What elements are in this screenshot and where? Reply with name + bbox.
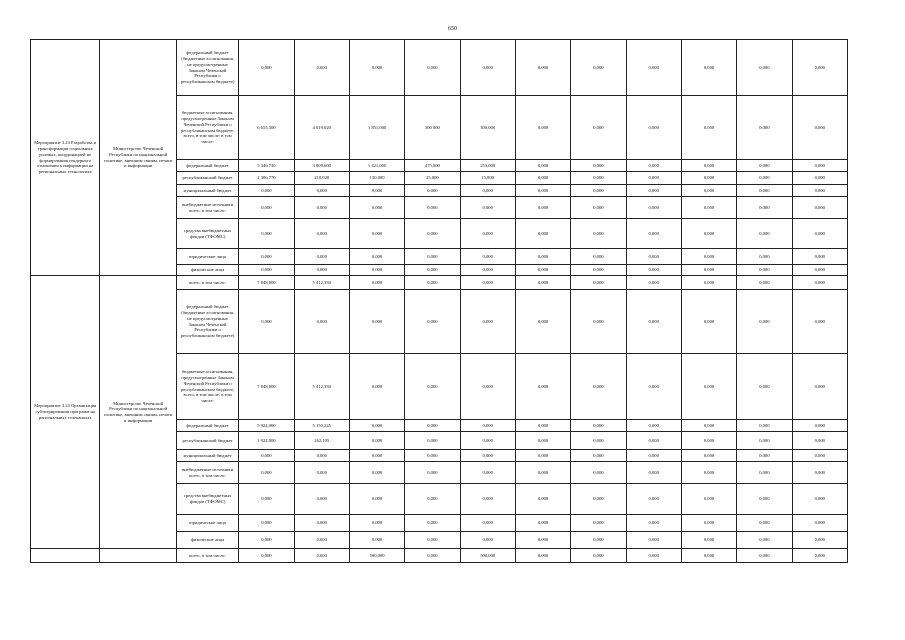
value-cell: 0,000 [515, 219, 570, 249]
value-cell: 0,000 [571, 96, 626, 160]
value-cell: 300 000 [405, 96, 460, 160]
value-cell: 0,000 [681, 462, 736, 484]
responsible-cell [100, 549, 176, 563]
value-cell: 0,000 [294, 484, 349, 515]
value-cell: 0,000 [681, 40, 736, 96]
value-cell: 0,000 [626, 40, 681, 96]
value-cell: 0,000 [626, 484, 681, 515]
value-cell: 0,000 [571, 160, 626, 172]
value-cell: 0,000 [792, 432, 847, 450]
value-cell: 0,000 [737, 462, 792, 484]
value-cell: 0,000 [681, 450, 736, 462]
funding-source-cell: муниципальный бюджет [176, 185, 238, 197]
table-row [31, 40, 848, 96]
value-cell: 0,000 [405, 450, 460, 462]
value-cell: 0,000 [681, 290, 736, 354]
value-cell: 0,000 [737, 420, 792, 432]
value-cell: 1 924,000 [239, 432, 294, 450]
value-cell: 0,000 [405, 354, 460, 420]
funding-source-cell: внебюджетные источники всего, в том числе: [176, 462, 238, 484]
funding-source-cell: республиканский бюджет [176, 172, 238, 185]
value-cell: 0,000 [294, 219, 349, 249]
value-cell: 0,000 [737, 432, 792, 450]
value-cell: 0,000 [737, 549, 792, 563]
value-cell: 0,000 [737, 450, 792, 462]
value-cell: 0,000 [239, 290, 294, 354]
value-cell: 0,000 [571, 462, 626, 484]
funding-source-cell: внебюджетные источники всего, в том числе: [176, 197, 238, 219]
value-cell: 0,000 [349, 432, 404, 450]
value-cell: 0,000 [737, 265, 792, 276]
value-cell: 0,000 [460, 484, 515, 515]
value-cell: 0,000 [571, 40, 626, 96]
value-cell: 0,000 [571, 276, 626, 290]
value-cell: 0,000 [460, 40, 515, 96]
value-cell: 0,000 [405, 432, 460, 450]
value-cell: 0,000 [681, 249, 736, 265]
value-cell: 0,000 [294, 265, 349, 276]
value-cell: 0,000 [294, 450, 349, 462]
value-cell: 0,000 [792, 96, 847, 160]
value-cell: 3 809,600 [294, 160, 349, 172]
value-cell: 0,000 [349, 276, 404, 290]
funding-source-cell: физические лица [176, 532, 238, 549]
value-cell: 25,000 [405, 172, 460, 185]
value-cell: 0,000 [515, 40, 570, 96]
funding-source-cell: бюджетные ассигнования, предусмотренные Законом Чеченской Республики о республиканском бюджете, всего, в том числе: в том числе: [176, 96, 238, 160]
value-cell: 0,000 [460, 276, 515, 290]
value-cell: 0,000 [294, 549, 349, 563]
value-cell: 0,000 [349, 185, 404, 197]
value-cell: 0,000 [515, 172, 570, 185]
value-cell: 0,000 [626, 290, 681, 354]
value-cell: 0,000 [681, 549, 736, 563]
value-cell: 0,000 [792, 484, 847, 515]
funding-source-cell: всего, в том числе: [176, 549, 238, 563]
value-cell: 0,000 [681, 172, 736, 185]
value-cell: 0,000 [681, 276, 736, 290]
value-cell: 0,000 [681, 515, 736, 532]
value-cell: 0,000 [792, 290, 847, 354]
value-cell: 0,000 [294, 290, 349, 354]
value-cell: 2 306,770 [239, 172, 294, 185]
value-cell: 5 412,350 [294, 354, 349, 420]
value-cell: 0,000 [792, 249, 847, 265]
value-cell: 0,000 [626, 160, 681, 172]
value-cell: 0,000 [515, 549, 570, 563]
funding-source-cell: республиканский бюджет [176, 432, 238, 450]
value-cell: 0,000 [405, 276, 460, 290]
value-cell: 0,000 [515, 185, 570, 197]
value-cell: 300,000 [460, 96, 515, 160]
value-cell: 0,000 [405, 515, 460, 532]
value-cell: 0,000 [626, 420, 681, 432]
value-cell: 0,000 [681, 484, 736, 515]
value-cell: 500,000 [460, 549, 515, 563]
value-cell: 0,000 [349, 290, 404, 354]
value-cell: 0,000 [515, 462, 570, 484]
value-cell: 0,000 [294, 249, 349, 265]
value-cell: 0,000 [737, 160, 792, 172]
funding-source-cell: бюджетные ассигнования, предусмотренные Законом Чеченской Республики о республиканском бюджете, всего, в том числе: в том числе: [176, 354, 238, 420]
value-cell: 0,000 [626, 276, 681, 290]
value-cell: 0,000 [515, 276, 570, 290]
value-cell: 0,000 [239, 462, 294, 484]
value-cell: 0,000 [294, 515, 349, 532]
value-cell: 0,000 [792, 219, 847, 249]
value-cell: 210,020 [294, 172, 349, 185]
value-cell: 500,000 [349, 549, 404, 563]
value-cell: 0,000 [515, 354, 570, 420]
table-row [31, 549, 848, 563]
responsible-cell: Министерство Чеченской Республики по национальной политике, внешним связям, печати и информации [100, 40, 176, 276]
value-cell: 0,000 [792, 185, 847, 197]
page-number: 650 [448, 26, 457, 32]
value-cell: 0,000 [737, 290, 792, 354]
value-cell: 0,000 [571, 185, 626, 197]
value-cell: 0,000 [405, 420, 460, 432]
value-cell: 0,000 [349, 450, 404, 462]
value-cell: 0,000 [681, 160, 736, 172]
value-cell: 0,000 [405, 290, 460, 354]
value-cell: 0,000 [460, 265, 515, 276]
value-cell: 0,000 [571, 484, 626, 515]
value-cell: 0,000 [737, 96, 792, 160]
value-cell: 4 019,020 [294, 96, 349, 160]
value-cell: 0,000 [349, 249, 404, 265]
value-cell: 0,000 [460, 185, 515, 197]
value-cell: 0,000 [737, 249, 792, 265]
value-cell: 0,000 [792, 40, 847, 96]
value-cell: 0,000 [626, 354, 681, 420]
value-cell: 7 848,000 [239, 354, 294, 420]
value-cell: 0,000 [626, 265, 681, 276]
funding-source-cell: федеральный бюджет (бюджетные ассигнования, не предусмотренные Законом Чеченской Республики о республиканском бюджете) [176, 40, 238, 96]
value-cell: 0,000 [294, 197, 349, 219]
value-cell: 1 421,000 [349, 160, 404, 172]
funding-source-cell: физические лица [176, 265, 238, 276]
value-cell: 0,000 [737, 354, 792, 420]
funding-source-cell: всего, в том числе: [176, 276, 238, 290]
value-cell: 0,000 [737, 515, 792, 532]
value-cell: 475,000 [405, 160, 460, 172]
value-cell: 0,000 [460, 290, 515, 354]
value-cell: 0,000 [405, 249, 460, 265]
value-cell: 0,000 [737, 40, 792, 96]
value-cell: 0,000 [792, 276, 847, 290]
value-cell: 0,000 [737, 219, 792, 249]
value-cell: 0,000 [792, 549, 847, 563]
value-cell: 5 924,000 [239, 420, 294, 432]
value-cell: 262,105 [294, 432, 349, 450]
value-cell: 0,000 [626, 432, 681, 450]
value-cell: 0,000 [405, 532, 460, 549]
value-cell: 0,000 [681, 354, 736, 420]
value-cell: 0,000 [681, 197, 736, 219]
value-cell: 0,000 [626, 197, 681, 219]
value-cell: 0,000 [681, 432, 736, 450]
value-cell: 0,000 [737, 484, 792, 515]
value-cell: 0,000 [626, 515, 681, 532]
value-cell: 0,000 [515, 532, 570, 549]
value-cell: 0,000 [349, 532, 404, 549]
value-cell: 0,000 [571, 420, 626, 432]
value-cell: 0,000 [349, 462, 404, 484]
value-cell: 0,000 [460, 354, 515, 420]
value-cell: 0,000 [405, 549, 460, 563]
value-cell: 0,000 [515, 290, 570, 354]
value-cell: 0,000 [294, 40, 349, 96]
value-cell: 0,000 [792, 462, 847, 484]
funding-source-cell: средства внебюджетных фондов (ТФОМС) [176, 484, 238, 515]
value-cell: 0,000 [626, 549, 681, 563]
value-cell: 7 848,000 [239, 276, 294, 290]
value-cell: 0,000 [626, 532, 681, 549]
value-cell: 0,000 [460, 197, 515, 219]
value-cell: 0,000 [681, 185, 736, 197]
value-cell: 0,000 [460, 432, 515, 450]
value-cell: 0,000 [515, 450, 570, 462]
funding-source-cell: муниципальный бюджет [176, 450, 238, 462]
value-cell: 0,000 [239, 185, 294, 197]
value-cell: 0,000 [792, 160, 847, 172]
value-cell: 0,000 [626, 462, 681, 484]
responsible-cell: Министерство Чеченской Республики по национальной политике, внешним связям, печати и информации [100, 276, 176, 549]
value-cell: 0,000 [737, 197, 792, 219]
value-cell: 0,000 [405, 265, 460, 276]
value-cell: 0,000 [792, 420, 847, 432]
value-cell: 0,000 [571, 354, 626, 420]
value-cell: 0,000 [349, 219, 404, 249]
value-cell: 0,000 [239, 484, 294, 515]
value-cell: 0,000 [294, 462, 349, 484]
value-cell: 0,000 [239, 265, 294, 276]
value-cell: 0,000 [349, 484, 404, 515]
value-cell: 0,000 [239, 40, 294, 96]
value-cell: 0,000 [571, 265, 626, 276]
value-cell: 0,000 [405, 40, 460, 96]
value-cell: 0,000 [626, 249, 681, 265]
value-cell: 0,000 [571, 450, 626, 462]
value-cell: 5 412,350 [294, 276, 349, 290]
value-cell: 0,000 [405, 219, 460, 249]
value-cell: 0,000 [681, 219, 736, 249]
value-cell: 0,000 [571, 172, 626, 185]
value-cell: 5 150,245 [294, 420, 349, 432]
value-cell: 0,000 [349, 420, 404, 432]
value-cell: 0,000 [737, 532, 792, 549]
value-cell: 0,000 [571, 249, 626, 265]
funding-source-cell: федеральный бюджет [176, 420, 238, 432]
value-cell: 0,000 [294, 532, 349, 549]
value-cell: 0,000 [737, 172, 792, 185]
funding-source-cell: юридические лица [176, 249, 238, 265]
value-cell: 0,000 [515, 249, 570, 265]
value-cell: 0,000 [626, 219, 681, 249]
value-cell: 0,000 [792, 450, 847, 462]
value-cell: 0,000 [515, 160, 570, 172]
value-cell: 253,000 [460, 160, 515, 172]
value-cell: 0,000 [626, 96, 681, 160]
value-cell: 0,000 [792, 197, 847, 219]
value-cell: 0,000 [515, 432, 570, 450]
value-cell: 1 851,000 [349, 96, 404, 160]
value-cell: 15,800 [460, 172, 515, 185]
value-cell: 0,000 [239, 515, 294, 532]
value-cell: 0,000 [239, 549, 294, 563]
value-cell: 130,000 [349, 172, 404, 185]
value-cell: 0,000 [626, 450, 681, 462]
value-cell: 0,000 [405, 185, 460, 197]
budget-table [30, 39, 848, 563]
value-cell: 0,000 [571, 532, 626, 549]
value-cell: 0,000 [792, 354, 847, 420]
value-cell: 0,000 [515, 515, 570, 532]
value-cell: 0,000 [349, 515, 404, 532]
value-cell: 0,000 [571, 197, 626, 219]
value-cell: 0,000 [571, 549, 626, 563]
value-cell: 0,000 [737, 276, 792, 290]
value-cell: 0,000 [349, 197, 404, 219]
value-cell: 0,000 [294, 185, 349, 197]
event-cell [31, 549, 100, 563]
value-cell: 0,000 [460, 515, 515, 532]
value-cell: 0,000 [681, 96, 736, 160]
value-cell: 0,000 [571, 432, 626, 450]
value-cell: 0,000 [571, 219, 626, 249]
value-cell: 0,000 [792, 515, 847, 532]
funding-source-cell: юридические лица [176, 515, 238, 532]
value-cell: 0,000 [681, 265, 736, 276]
funding-source-cell: средства внебюджетных фондов (ТФОМС) [176, 219, 238, 249]
value-cell: 0,000 [792, 532, 847, 549]
value-cell: 0,000 [792, 265, 847, 276]
value-cell: 0,000 [239, 249, 294, 265]
value-cell: 0,000 [460, 450, 515, 462]
value-cell: 0,000 [681, 532, 736, 549]
value-cell: 0,000 [239, 532, 294, 549]
funding-source-cell: федеральный бюджет (бюджетные ассигнования, не предусмотренные Законом Чеченской Республики о республиканском бюджете) [176, 290, 238, 354]
value-cell: 0,000 [405, 462, 460, 484]
value-cell: 0,000 [460, 219, 515, 249]
table-row [31, 276, 848, 290]
value-cell: 0,000 [515, 265, 570, 276]
value-cell: 0,000 [460, 249, 515, 265]
value-cell: 0,000 [515, 197, 570, 219]
value-cell: 0,000 [349, 265, 404, 276]
value-cell: 0,000 [792, 172, 847, 185]
value-cell: 0,000 [626, 185, 681, 197]
value-cell: 0,000 [737, 185, 792, 197]
funding-source-cell: федеральный бюджет [176, 160, 238, 172]
value-cell: 0,000 [405, 484, 460, 515]
event-cell: Мероприятие 3.23 Разработка и трансформация социальных ролевых, координацией не формирования гендерного отношения к информации на региональных технологиях [31, 40, 100, 276]
value-cell: 0,000 [681, 420, 736, 432]
value-cell: 0,000 [405, 197, 460, 219]
value-cell: 0,000 [460, 532, 515, 549]
value-cell: 0,000 [349, 354, 404, 420]
value-cell: 0,000 [239, 450, 294, 462]
value-cell: 0,000 [515, 484, 570, 515]
value-cell: 0,000 [460, 420, 515, 432]
event-cell: Мероприятие 3.24 Организация субтитрирования программ на региональных телеканалах [31, 276, 100, 549]
value-cell: 0,000 [571, 290, 626, 354]
value-cell: 0,000 [515, 420, 570, 432]
value-cell: 0,000 [626, 172, 681, 185]
value-cell: 0,000 [460, 462, 515, 484]
value-cell: 5 346,730 [239, 160, 294, 172]
value-cell: 0,000 [515, 96, 570, 160]
value-cell: 0,000 [239, 197, 294, 219]
value-cell: 0,000 [571, 515, 626, 532]
value-cell: 6 655,500 [239, 96, 294, 160]
value-cell: 0,000 [349, 40, 404, 96]
value-cell: 0,000 [239, 219, 294, 249]
